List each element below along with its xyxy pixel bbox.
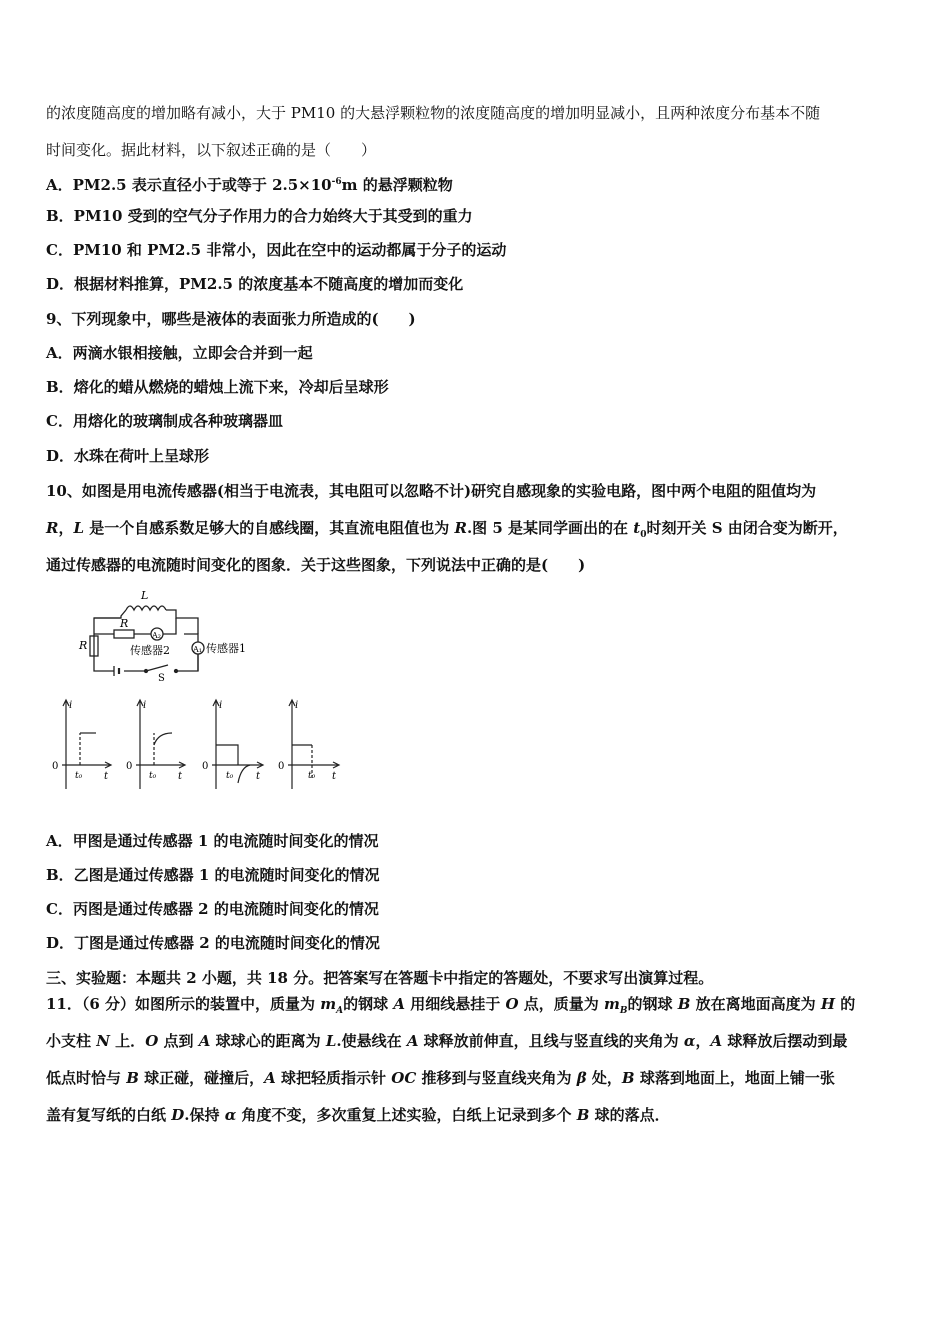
q11-l1-f: 放在离地面高度为	[690, 995, 821, 1013]
q9-stem: 9、下列现象中，哪些是液体的表面张力所造成的( )	[46, 310, 416, 328]
ammeter1-symbol: A₁	[193, 645, 202, 654]
var-B-4: B	[576, 1106, 590, 1124]
q8-option-c: C．PM10 和 PM2.5 非常小，因此在空中的运动都属于分子的运动	[46, 241, 507, 259]
q9-option-a: A．两滴水银相接触，立即会合并到一起	[46, 344, 313, 362]
var-A-5: A	[264, 1069, 276, 1087]
graph2-origin: 0	[126, 761, 133, 772]
circuit-diagram	[76, 588, 266, 684]
q10-text-c: .图 5 是某同学画出的在	[466, 519, 634, 537]
sensor1-label: 传感器1	[206, 642, 246, 655]
var-L: L	[73, 519, 85, 537]
q11-l1-d: 点，质量为	[518, 995, 604, 1013]
q11-l2-b: 上．	[109, 1032, 146, 1050]
var-O: O	[505, 995, 519, 1013]
switch-label: S	[158, 673, 165, 684]
q10-stem-line3: 通过传感器的电流随时间变化的图象．关于这些图象，下列说法中正确的是( )	[46, 556, 586, 574]
q11-l1-b: 的钢球	[343, 995, 394, 1013]
var-L-2: L	[325, 1032, 337, 1050]
q8-option-a	[46, 172, 453, 195]
q8-option-d: D．根据材料推算，PM2.5 的浓度基本不随高度的增加而变化	[46, 275, 464, 293]
sensor2-label: 传感器2	[130, 644, 170, 657]
q11-l3-e: 处，	[586, 1069, 622, 1087]
graph3-origin: 0	[202, 761, 209, 772]
graph3-x-label: t	[256, 771, 261, 782]
var-alpha: α	[683, 1032, 696, 1050]
q8-stem-line1: 的浓度随高度的增加略有减小，大于 PM10 的大悬浮颗粒物的浓度随高度的增加明显减小，且两种浓度分布基本不随	[46, 104, 821, 122]
q11-l1-g: 的	[835, 995, 856, 1013]
q11-l1-c: 用细线悬挂于	[405, 995, 506, 1013]
graph2-x-label: t	[178, 771, 183, 782]
var-mA: m	[320, 995, 337, 1013]
q9-option-b: B．熔化的蜡从燃烧的蜡烛上流下来，冷却后呈球形	[46, 378, 389, 396]
q11-line4	[46, 1105, 670, 1125]
q11-l3-f: 球落到地面上，地面上铺一张	[634, 1069, 835, 1087]
var-R: R	[46, 519, 59, 537]
graph3-y-label: i	[219, 700, 223, 711]
q8-option-b: B．PM10 受到的空气分子作用力的合力始终大于其受到的重力	[46, 207, 473, 225]
q11-l3-c: 球把轻质指示针	[275, 1069, 392, 1087]
inductor-label: L	[141, 589, 149, 602]
var-t-sub: 0	[640, 530, 647, 540]
graph2-y-label: i	[143, 700, 147, 711]
q11-l3-d: 推移到与竖直线夹角为	[416, 1069, 577, 1087]
q11-line1	[46, 994, 855, 1021]
q8-option-a-unit: m 的悬浮颗粒物	[341, 176, 453, 194]
var-O-2: O	[145, 1032, 159, 1050]
graph1-y-label: i	[69, 700, 73, 711]
var-B: B	[677, 995, 691, 1013]
var-R-2: R	[454, 519, 467, 537]
q11-l2-f: 球释放前伸直，且线与竖直线的夹角为	[418, 1032, 684, 1050]
q11-l3-b: 球正碰，碰撞后，	[138, 1069, 265, 1087]
q11-line3	[46, 1068, 835, 1088]
graph4-x-label: t	[332, 771, 337, 782]
section3-heading: 三、实验题：本题共 2 小题，共 18 分。把答案写在答题卡中指定的答题处，不要求写出演算过程。	[46, 969, 714, 987]
q11-l2-e: .使悬线在	[336, 1032, 407, 1050]
resistor-left-label: R	[79, 639, 88, 652]
q11-l2-h: 球释放后摆动到最	[722, 1032, 848, 1050]
graph1-x-label: t	[104, 771, 109, 782]
q11-l1-e: 的钢球	[627, 995, 678, 1013]
q9-option-d: D．水珠在荷叶上呈球形	[46, 447, 210, 465]
q11-line2	[46, 1031, 847, 1051]
var-alpha-2: α	[224, 1106, 237, 1124]
q10-option-b: B．乙图是通过传感器 1 的电流随时间变化的情况	[46, 866, 380, 884]
resistor-top-label: R	[120, 617, 129, 630]
it-graphs	[44, 693, 344, 793]
var-N: N	[96, 1032, 110, 1050]
q11-l2-a: 小支柱	[46, 1032, 97, 1050]
q11-l4-c: 角度不变，多次重复上述实验，白纸上记录到多个	[236, 1106, 577, 1124]
q10-stem-line2	[46, 518, 848, 545]
q10-text-d: 时刻开关 S 由闭合变为断开，	[646, 519, 848, 537]
var-mB: m	[603, 995, 620, 1013]
q10-option-c: C．丙图是通过传感器 2 的电流随时间变化的情况	[46, 900, 379, 918]
var-A-2: A	[198, 1032, 211, 1050]
q8-stem-line2: 时间变化。据此材料，以下叙述正确的是（ ）	[46, 141, 377, 159]
q9-option-c: C．用熔化的玻璃制成各种玻璃器皿	[46, 412, 283, 430]
graph3-t0-label: t₀	[226, 771, 234, 781]
graph4-y-label: i	[295, 700, 299, 711]
var-H: H	[820, 995, 836, 1013]
q11-l2-g: ，	[695, 1032, 711, 1050]
var-beta: β	[576, 1069, 587, 1087]
graph4-origin: 0	[278, 761, 285, 772]
q10-text-b: 是一个自感系数足够大的自感线圈，其直流电阻值也为	[84, 519, 455, 537]
var-t: t	[633, 519, 641, 537]
q10-stem-line1: 10、如图是用电流传感器(相当于电流表，其电阻可以忽略不计)研究自感现象的实验电路，图中两个电阻的阻值均为	[46, 482, 817, 500]
q11-l2-d: 球球心的距离为	[210, 1032, 326, 1050]
graph1-origin: 0	[52, 761, 59, 772]
q11-l4-d: 球的落点．	[589, 1106, 670, 1124]
var-B-3: B	[621, 1069, 635, 1087]
var-OC: OC	[391, 1069, 417, 1087]
q10-text-a: ，	[58, 519, 74, 537]
var-A-3: A	[406, 1032, 419, 1050]
var-mA-sub: A	[336, 1006, 344, 1016]
var-A: A	[393, 995, 405, 1013]
graph2-t0-label: t₀	[149, 771, 157, 781]
var-mB-sub: B	[619, 1006, 628, 1016]
var-A-4: A	[710, 1032, 723, 1050]
q11-l1-a: 11．（6 分）如图所示的装置中，质量为	[46, 995, 321, 1013]
ammeter2-symbol: A₂	[152, 631, 161, 640]
graph1-t0-label: t₀	[75, 771, 83, 781]
graph4-t0-label: t₀	[308, 771, 316, 781]
q11-l2-c: 点到	[158, 1032, 199, 1050]
q11-l4-b: .保持	[184, 1106, 225, 1124]
q8-option-a-exponent: -6	[331, 177, 342, 187]
q8-option-a-text: A．PM2.5 表示直径小于或等于 2.5×10	[46, 176, 332, 194]
q10-option-d: D．丁图是通过传感器 2 的电流随时间变化的情况	[46, 934, 380, 952]
q10-option-a: A．甲图是通过传感器 1 的电流随时间变化的情况	[46, 832, 379, 850]
var-D: D	[171, 1106, 185, 1124]
q11-l4-a: 盖有复写纸的白纸	[46, 1106, 172, 1124]
q11-l3-a: 低点时恰与	[46, 1069, 127, 1087]
var-B-2: B	[126, 1069, 139, 1087]
